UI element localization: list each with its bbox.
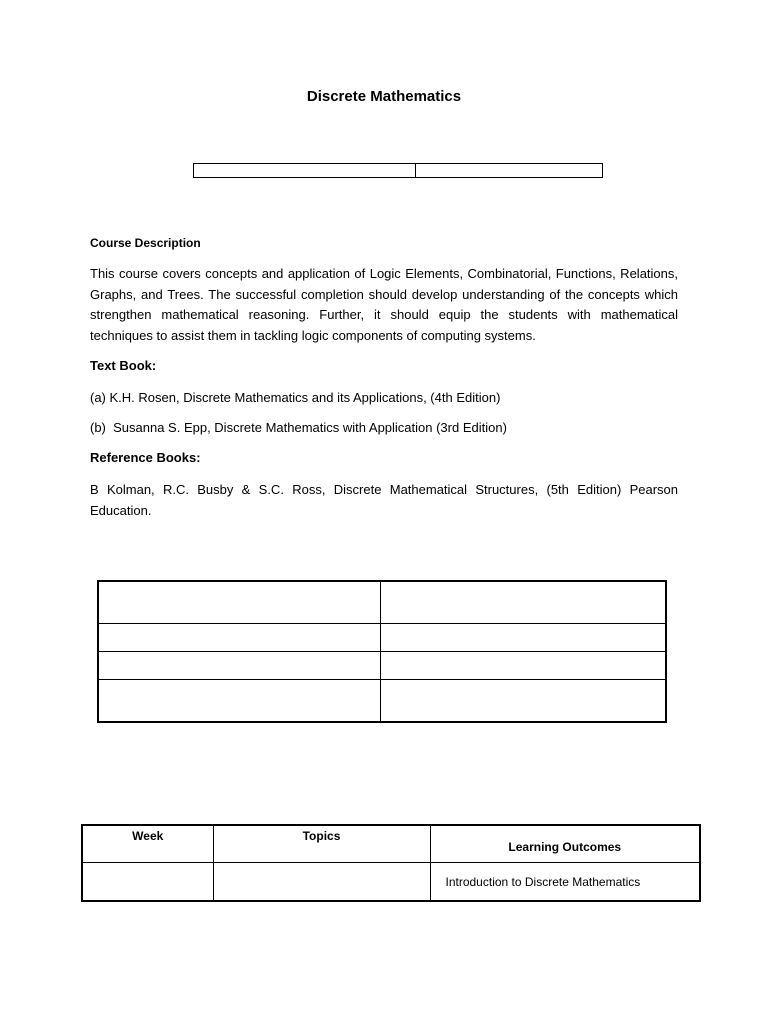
info-table-empty — [193, 163, 603, 178]
header-learning-outcomes: Learning Outcomes — [430, 825, 700, 863]
table-header-row — [82, 825, 700, 863]
empty-grid-table — [97, 580, 667, 723]
cell-learning-outcome: Introduction to Discrete Mathematics — [430, 863, 700, 902]
table-row — [98, 680, 666, 722]
table-cell — [98, 680, 380, 722]
reference-books-heading: Reference Books: — [90, 450, 201, 465]
text-book-item: (a) K.H. Rosen, Discrete Mathematics and its Applications, (4th Edition) — [90, 390, 501, 405]
table-row — [98, 581, 666, 623]
reference-books-text: B Kolman, R.C. Busby & S.C. Ross, Discrete Mathematical Structures, (5th Edition) Pearson Education. — [90, 482, 678, 518]
table-cell — [380, 581, 666, 623]
table-row — [98, 623, 666, 651]
table-cell — [98, 623, 380, 651]
table-row — [98, 651, 666, 679]
cell-week — [82, 863, 213, 902]
cell-topics — [213, 863, 430, 902]
text-book-item: (b) Susanna S. Epp, Discrete Mathematics with Application (3rd Edition) — [90, 420, 507, 435]
course-description-text: This course covers concepts and application of Logic Elements, Combinatorial, Functions, Relations, Graphs, and Trees. The successful completion should develop understanding of the concepts which strengthen mathematical reasoning. Further, it should equip the students with mathematical techniques to assist them in tackling logic components of computing systems. — [90, 266, 678, 343]
table-row — [82, 863, 700, 902]
course-description-heading: Course Description — [90, 236, 201, 250]
info-table-cell — [416, 164, 602, 177]
info-table-cell — [194, 164, 416, 177]
table-cell — [380, 651, 666, 679]
table-cell — [98, 651, 380, 679]
table-cell — [380, 680, 666, 722]
table-cell — [380, 623, 666, 651]
schedule-table — [81, 824, 701, 902]
header-topics: Topics — [213, 825, 430, 863]
table-cell — [98, 581, 380, 623]
document-title: Discrete Mathematics — [306, 88, 462, 105]
header-week: Week — [82, 825, 213, 863]
text-book-heading: Text Book: — [90, 358, 157, 373]
